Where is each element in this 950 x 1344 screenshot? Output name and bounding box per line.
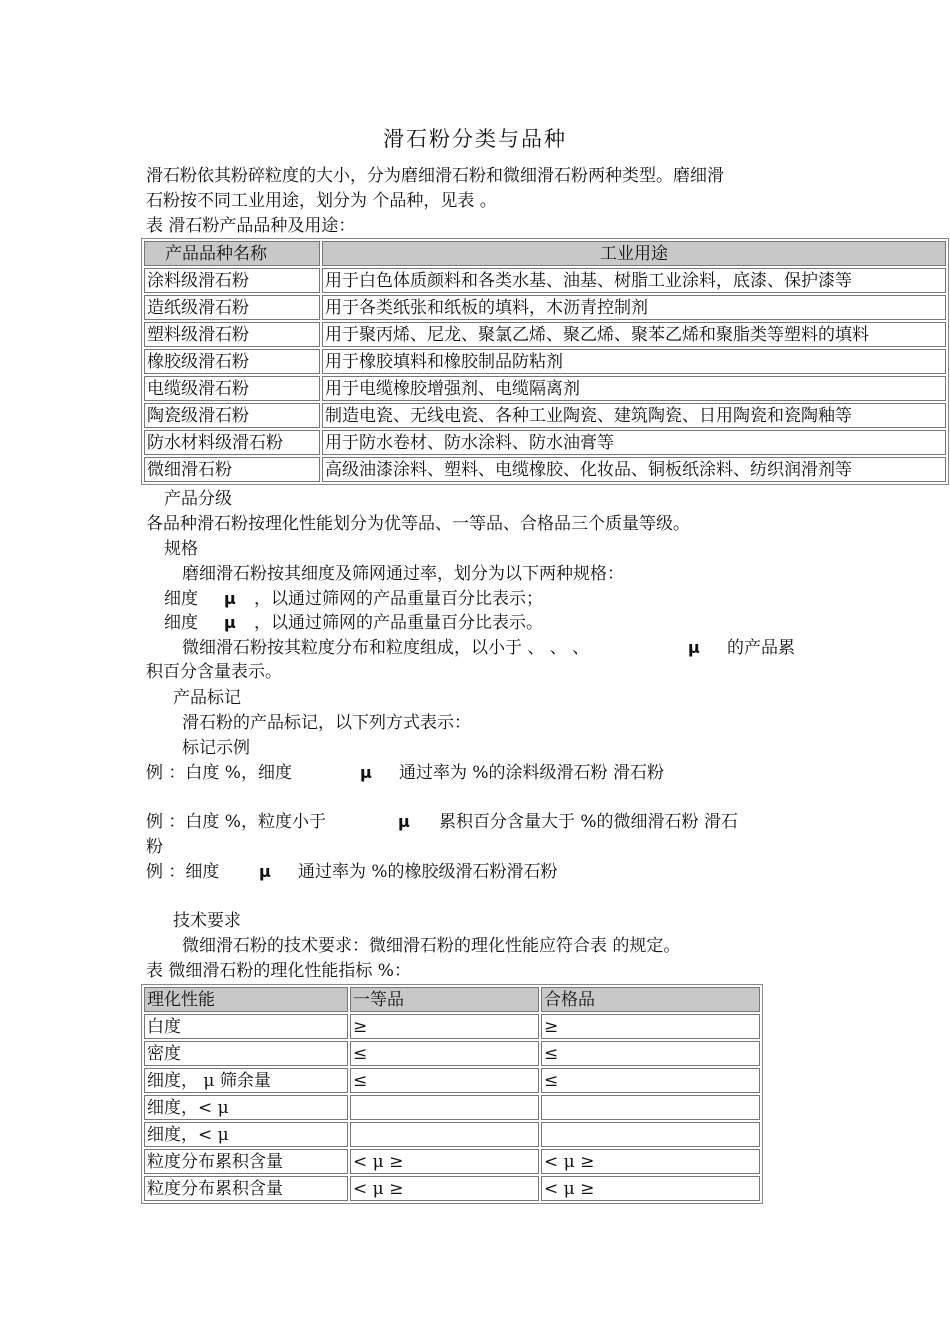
table-header-row — [144, 241, 946, 266]
table-cell: 陶瓷级滑石粉 — [144, 403, 320, 428]
mu-symbol: μ — [398, 812, 410, 831]
example-2: 例 ：白度 %，粒度小于 — [146, 812, 326, 832]
table-cell: ≤ — [350, 1041, 539, 1066]
micro-spec-text-end: 的产品累 — [727, 638, 795, 658]
table-cell: 电缆级滑石粉 — [144, 376, 320, 401]
table-cell — [541, 1095, 760, 1120]
table-row — [144, 457, 946, 482]
table-cell: 高级油漆涂料、塑料、电缆橡胶、化妆品、铜板纸涂料、纺织润滑剂等 — [322, 457, 946, 482]
table-cell: 粒度分布累积含量 — [144, 1176, 348, 1201]
mu-symbol: μ — [224, 589, 236, 608]
table-cell: ≥ — [541, 1014, 760, 1039]
tech-text: 微细滑石粉的技术要求：微细滑石粉的理化性能应符合表 的规定。 — [182, 936, 681, 956]
table-cell: < μ ≥ — [350, 1149, 539, 1174]
spec-item-1-text: ，以通过筛网的产品重量百分比表示； — [254, 589, 543, 609]
table-row — [144, 349, 946, 374]
mu-symbol: μ — [360, 763, 372, 782]
table-cell: 粒度分布累积含量 — [144, 1149, 348, 1174]
marking-text: 滑石粉的产品标记，以下列方式表示： — [182, 713, 471, 733]
header-cell: 工业用途 — [322, 241, 946, 266]
grading-heading: 产品分级 — [164, 489, 232, 509]
table2-caption: 表 微细滑石粉的理化性能指标 %： — [146, 961, 411, 981]
table-row — [144, 1176, 760, 1201]
example-2-end: 累积百分含量大于 %的微细滑石粉 滑石 — [439, 812, 738, 832]
table-cell — [350, 1122, 539, 1147]
table-cell: < μ ≥ — [541, 1149, 760, 1174]
tech-heading: 技术要求 — [173, 911, 241, 931]
table-cell: 用于各类纸张和纸板的填料，木沥青控制剂 — [322, 295, 946, 320]
table-row — [144, 295, 946, 320]
table-cell: 用于聚丙烯、尼龙、聚氯乙烯、聚乙烯、聚苯乙烯和聚脂类等塑料的填料 — [322, 322, 946, 347]
table-row — [144, 430, 946, 455]
table-cell: 塑料级滑石粉 — [144, 322, 320, 347]
mu-symbol: μ — [688, 638, 700, 657]
table-cell: 用于橡胶填料和橡胶制品防粘剂 — [322, 349, 946, 374]
spec-item-2-text: ，以通过筛网的产品重量百分比表示。 — [254, 613, 543, 633]
spec-item-2-label: 细度 — [164, 613, 198, 633]
header-cell: 产品品种名称 — [144, 241, 320, 266]
table-row — [144, 322, 946, 347]
table-cell: ≤ — [350, 1068, 539, 1093]
mu-symbol: μ — [259, 862, 271, 881]
table-cell: 橡胶级滑石粉 — [144, 349, 320, 374]
table-row — [144, 1041, 760, 1066]
mu-symbol: μ — [224, 613, 236, 632]
table1-caption: 表 滑石粉产品品种及用途： — [146, 216, 356, 236]
table-cell: 用于防水卷材、防水涂料、防水油膏等 — [322, 430, 946, 455]
example-3: 例 ：细度 — [146, 862, 220, 882]
table-row — [144, 268, 946, 293]
example-heading: 标记示例 — [182, 738, 250, 758]
table-cell: 制造电瓷、无线电瓷、各种工业陶瓷、建筑陶瓷、日用陶瓷和瓷陶釉等 — [322, 403, 946, 428]
table-cell: 防水材料级滑石粉 — [144, 430, 320, 455]
table-cell: 白度 — [144, 1014, 348, 1039]
table-cell: 造纸级滑石粉 — [144, 295, 320, 320]
example-2-line-2: 粉 — [146, 837, 163, 857]
table-row — [144, 403, 946, 428]
table-cell: 用于电缆橡胶增强剂、电缆隔离剂 — [322, 376, 946, 401]
intro-line-1: 滑石粉依其粉碎粒度的大小，分为磨细滑石粉和微细滑石粉两种类型。磨细滑 — [146, 166, 724, 186]
table-row — [144, 1068, 760, 1093]
table-cell: ≤ — [541, 1041, 760, 1066]
table-cell: ≤ — [541, 1068, 760, 1093]
table-cell: 涂料级滑石粉 — [144, 268, 320, 293]
table-cell: 细度， μ 筛余量 — [144, 1068, 348, 1093]
example-1-end: 通过率为 %的涂料级滑石粉 滑石粉 — [399, 763, 664, 783]
example-1: 例 ：白度 %，细度 — [146, 763, 292, 783]
intro-line-2: 石粉按不同工业用途，划分为 个品种，见表 。 — [146, 191, 497, 211]
micro-spec-line-2: 积百分含量表示。 — [146, 662, 282, 682]
table-cell: ≥ — [350, 1014, 539, 1039]
table-cell: 细度，< μ — [144, 1095, 348, 1120]
table-row — [144, 1149, 760, 1174]
table-cell: < μ ≥ — [541, 1176, 760, 1201]
spec-item-1-label: 细度 — [164, 589, 198, 609]
table-cell: < μ ≥ — [350, 1176, 539, 1201]
table-row — [144, 1014, 760, 1039]
table-row — [144, 376, 946, 401]
table-cell — [541, 1122, 760, 1147]
physchem-index-table — [141, 984, 763, 1204]
product-variety-table — [141, 238, 949, 485]
page-title: 滑石粉分类与品种 — [383, 127, 567, 151]
micro-spec-text: 微细滑石粉按其粒度分布和粒度组成，以小于 、 、 、 — [182, 638, 590, 658]
table-cell: 微细滑石粉 — [144, 457, 320, 482]
table-cell: 密度 — [144, 1041, 348, 1066]
header-cell: 一等品 — [350, 987, 539, 1012]
header-cell: 理化性能 — [144, 987, 348, 1012]
table-cell: 细度，< μ — [144, 1122, 348, 1147]
spec-heading: 规格 — [164, 539, 198, 559]
table-row — [144, 1122, 760, 1147]
table-header-row — [144, 987, 760, 1012]
grading-text: 各品种滑石粉按理化性能划分为优等品、一等品、合格品三个质量等级。 — [146, 514, 690, 534]
table-cell — [350, 1095, 539, 1120]
header-cell: 合格品 — [541, 987, 760, 1012]
spec-text: 磨细滑石粉按其细度及筛网通过率，划分为以下两种规格： — [182, 564, 624, 584]
table-row — [144, 1095, 760, 1120]
table-cell: 用于白色体质颜料和各类水基、油基、树脂工业涂料，底漆、保护漆等 — [322, 268, 946, 293]
marking-heading: 产品标记 — [173, 688, 241, 708]
example-3-end: 通过率为 %的橡胶级滑石粉滑石粉 — [298, 862, 558, 882]
